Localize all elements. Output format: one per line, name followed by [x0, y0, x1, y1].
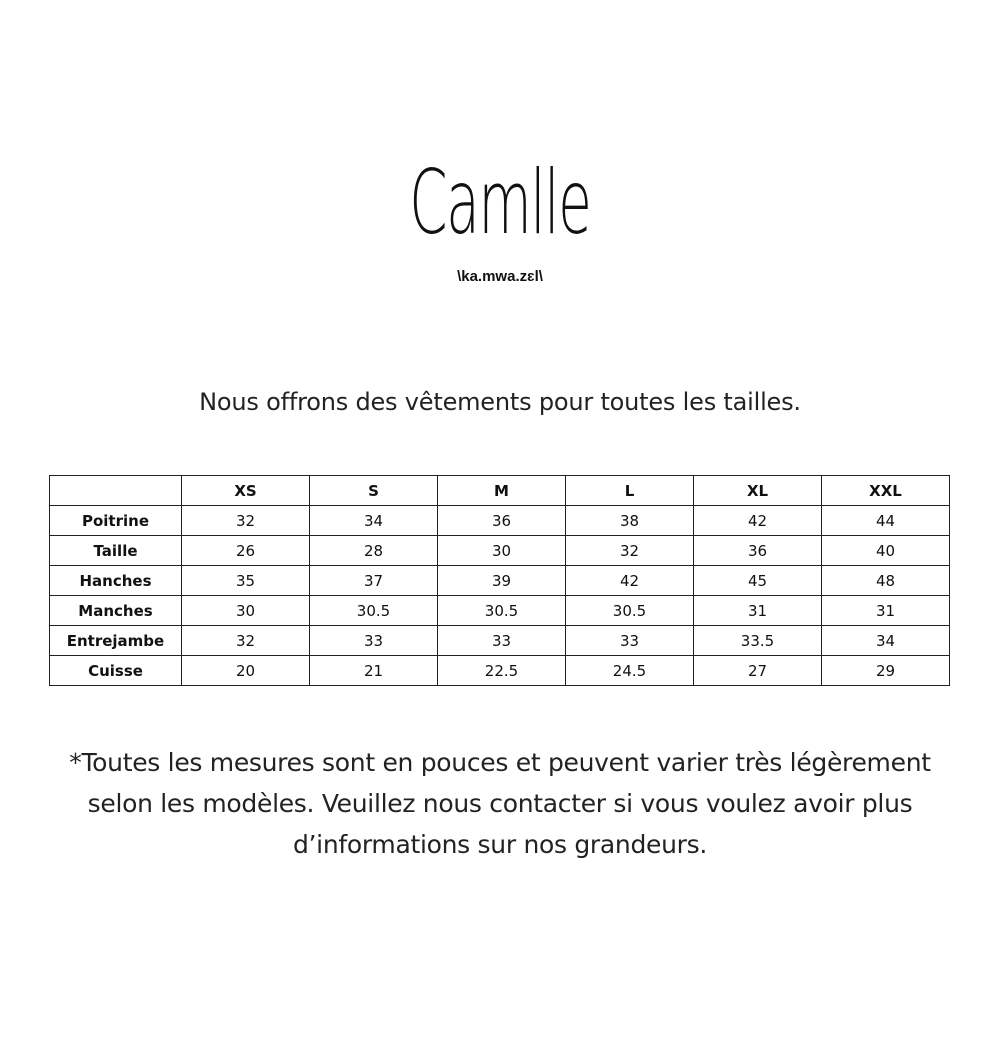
table-cell: 26: [182, 536, 310, 566]
table-row: [50, 596, 950, 626]
table-cell: 22.5: [438, 656, 566, 686]
row-label: Poitrine: [50, 506, 182, 536]
table-cell: 34: [310, 506, 438, 536]
table-cell: 45: [694, 566, 822, 596]
table-cell: 20: [182, 656, 310, 686]
table-header-row: [50, 476, 950, 506]
table-cell: 21: [310, 656, 438, 686]
table-cell: 42: [694, 506, 822, 536]
table-cell: 37: [310, 566, 438, 596]
table-cell: 28: [310, 536, 438, 566]
note-line: selon les modèles. Veuillez nous contacter si vous voulez avoir plus: [87, 789, 913, 818]
brand-phonetic: \ka.mwa.zɛl\: [457, 268, 543, 285]
column-header: L: [566, 476, 694, 506]
table-cell: 33: [438, 626, 566, 656]
table-cell: 32: [182, 506, 310, 536]
row-label: Taille: [50, 536, 182, 566]
table-cell: 30: [438, 536, 566, 566]
table-cell: 38: [566, 506, 694, 536]
column-header: M: [438, 476, 566, 506]
table-cell: 31: [822, 596, 950, 626]
row-label: Entrejambe: [50, 626, 182, 656]
row-label: Hanches: [50, 566, 182, 596]
table-cell: 27: [694, 656, 822, 686]
table-cell: 48: [822, 566, 950, 596]
table-cell: 33: [310, 626, 438, 656]
table-cell: 36: [694, 536, 822, 566]
table-cell: 32: [182, 626, 310, 656]
table-cell: 32: [566, 536, 694, 566]
table-cell: 29: [822, 656, 950, 686]
table-cell: 40: [822, 536, 950, 566]
table-cell: 31: [694, 596, 822, 626]
table-row: [50, 656, 950, 686]
table-cell: 24.5: [566, 656, 694, 686]
table-cell: 33.5: [694, 626, 822, 656]
note-line: *Toutes les mesures sont en pouces et peuvent varier très légèrement: [69, 748, 931, 777]
table-cell: 33: [566, 626, 694, 656]
tagline: Nous offrons des vêtements pour toutes les tailles.: [199, 388, 801, 416]
column-header: XL: [694, 476, 822, 506]
table-cell: 30.5: [566, 596, 694, 626]
table-corner-cell: [50, 476, 182, 506]
measurement-note: [40, 742, 960, 865]
table-row: [50, 626, 950, 656]
brand-logo: Camlle: [409, 151, 591, 254]
size-chart-table: [49, 475, 950, 686]
table-cell: 30.5: [438, 596, 566, 626]
table-cell: 30.5: [310, 596, 438, 626]
table-cell: 30: [182, 596, 310, 626]
table-row: [50, 506, 950, 536]
table-cell: 39: [438, 566, 566, 596]
table-cell: 36: [438, 506, 566, 536]
table-row: [50, 536, 950, 566]
column-header: XXL: [822, 476, 950, 506]
table-cell: 44: [822, 506, 950, 536]
column-header: XS: [182, 476, 310, 506]
note-line: d’informations sur nos grandeurs.: [292, 830, 708, 859]
row-label: Cuisse: [50, 656, 182, 686]
table-cell: 35: [182, 566, 310, 596]
table-cell: 42: [566, 566, 694, 596]
row-label: Manches: [50, 596, 182, 626]
column-header: S: [310, 476, 438, 506]
table-row: [50, 566, 950, 596]
table-cell: 34: [822, 626, 950, 656]
